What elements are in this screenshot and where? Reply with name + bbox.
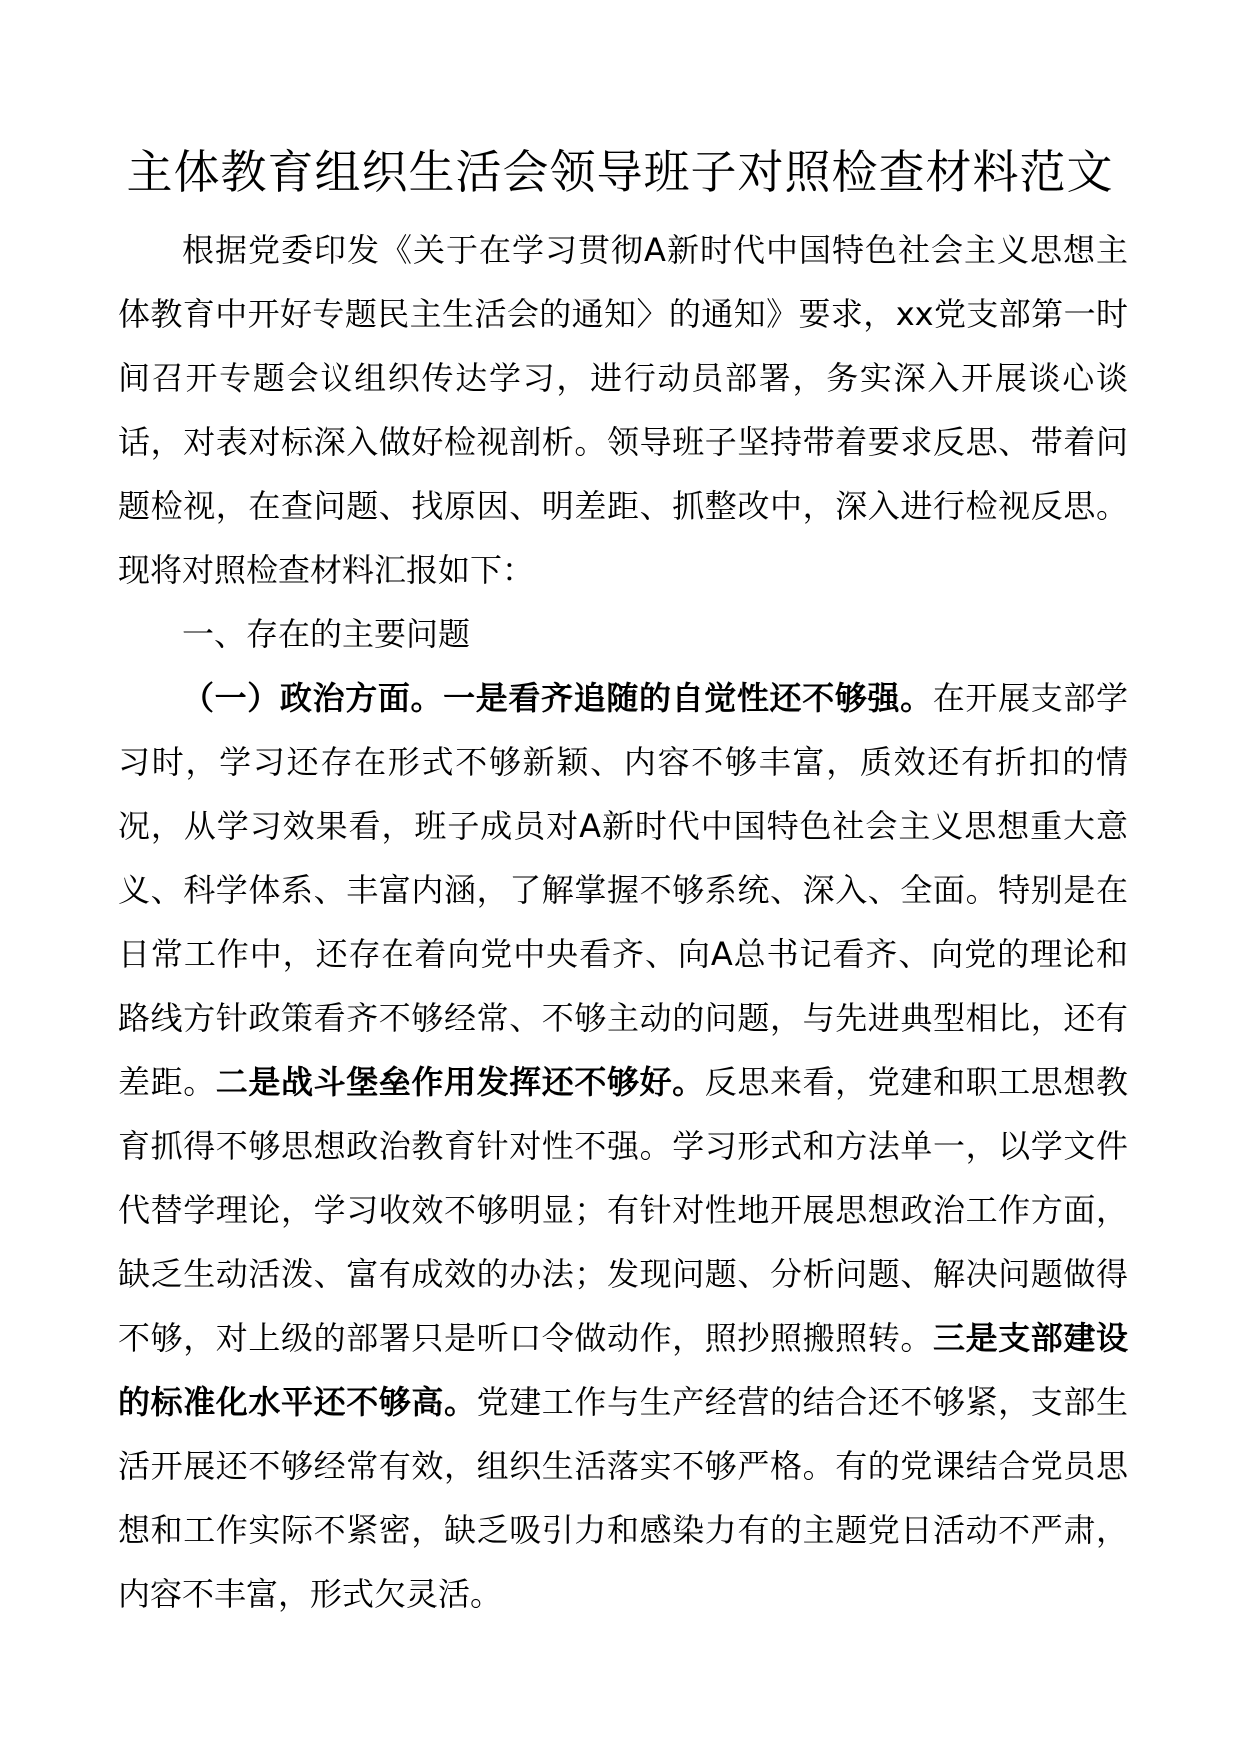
document-body <box>118 218 1128 1626</box>
document-title: 主体教育组织生活会领导班子对照检查材料范文 <box>126 145 1114 199</box>
bold-lead-3: 三是支部建设的标准化水平还不够高。 <box>118 1319 1128 1421</box>
paragraph-text-1: 在开展支部学习时，学习还存在形式不够新颖、内容不够丰富，质效还有折扣的情况，从学习效果看，班子成员对A新时代中国特色社会主义思想重大意义、科学体系、丰富内涵，了解掌握不够系统、深入、全面。特别是在日常工作中，还存在着向党中央看齐、向A总书记看齐、向党的理论和路线方针政策看齐不够经常、不够主动的问题，与先进典型相比，还有差距。 <box>118 679 1128 1101</box>
intro-paragraph: 根据党委印发《关于在学习贯彻A新时代中国特色社会主义思想主体教育中开好专题民主生活会的通知〉的通知》要求，xx党支部第一时间召开专题会议组织传达学习，进行动员部署，务实深入开展谈心谈话，对表对标深入做好检视剖析。领导班子坚持带着要求反思、带着问题检视，在查问题、找原因、明差距、抓整改中，深入进行检视反思。现将对照检查材料汇报如下： <box>118 231 1128 589</box>
political-paragraph <box>118 666 1128 1626</box>
paragraph-text-2: 反思来看，党建和职工思想教育抓得不够思想政治教育针对性不强。学习形式和方法单一，以学文件代替学理论，学习收效不够明显；有针对性地开展思想政治工作方面，缺乏生动活泼、富有成效的办法；发现问题、分析问题、解决问题做得不够，对上级的部署只是听口令做动作，照抄照搬照转。 <box>118 1063 1128 1357</box>
paragraph-text-3: 党建工作与生产经营的结合还不够紧，支部生活开展还不够经常有效，组织生活落实不够严格。有的党课结合党员思想和工作实际不紧密，缺乏吸引力和感染力有的主题党日活动不严肃，内容不丰富，形式欠灵活。 <box>118 1383 1128 1613</box>
bold-lead-2: 二是战斗堡垒作用发挥还不够好。 <box>215 1063 705 1101</box>
bold-lead-1: （一）政治方面。一是看齐追随的自觉性还不够强。 <box>182 679 933 717</box>
section-heading: 一、存在的主要问题 <box>182 615 471 653</box>
